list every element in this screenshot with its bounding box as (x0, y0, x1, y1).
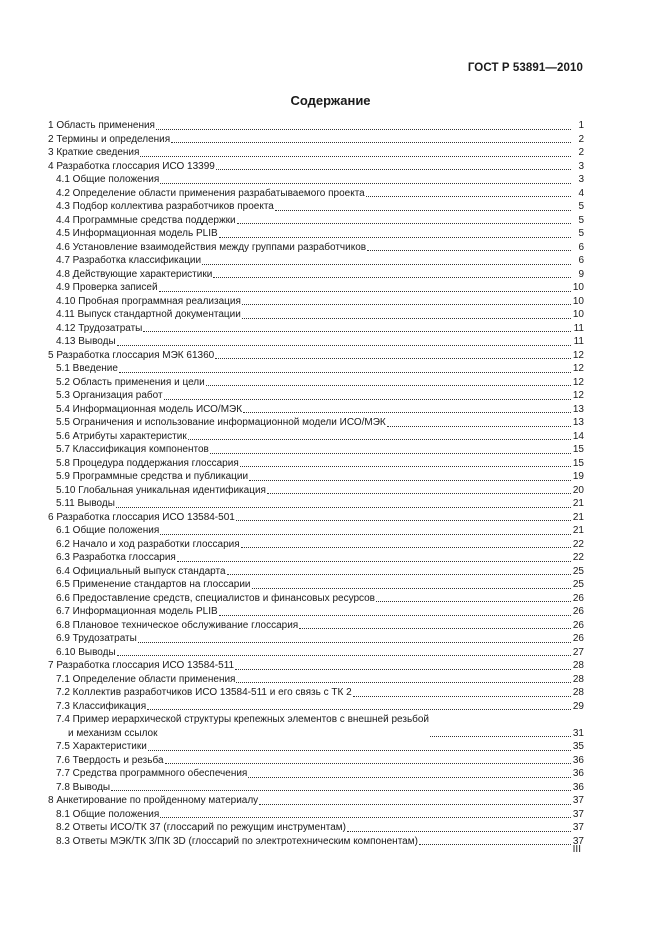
toc-entry[interactable] (48, 376, 584, 390)
toc-entry-page: 6 (578, 255, 584, 266)
toc-entry[interactable] (48, 767, 584, 781)
toc-entry-label: 6.9 Трудозатраты (56, 633, 137, 644)
toc-entry-label: 4.6 Установление взаимодействия между группами разработчиков (56, 241, 367, 253)
toc-entry[interactable] (48, 187, 584, 201)
dot-leader (143, 331, 571, 332)
toc-entry[interactable] (48, 295, 584, 309)
toc-entry[interactable] (48, 511, 584, 525)
toc-entry-label: 7.3 Классификация (56, 700, 147, 712)
toc-entry-label: 6.2 Начало и ход разработки глоссария (56, 538, 240, 550)
dot-leader (138, 642, 571, 643)
toc-entry[interactable] (48, 740, 584, 754)
toc-entry-label: 1 Область применения (48, 120, 155, 131)
toc-entry-page: 2 (578, 147, 584, 158)
toc-entry[interactable] (48, 754, 584, 768)
toc-entry-label: 4.4 Программные средства поддержки (56, 214, 236, 226)
toc-entry-label: 5.10 Глобальная уникальная идентификация (56, 484, 266, 496)
toc-entry-label: 4.11 Выпуск стандартной документации (56, 309, 241, 320)
toc-entry-page: 36 (572, 768, 584, 779)
toc-entry-label: 6.1 Общие положения (56, 525, 160, 536)
toc-entry-page: 37 (572, 835, 584, 847)
toc-entry-label: 4.8 Действующие характеристики (56, 268, 213, 280)
toc-entry[interactable] (48, 268, 584, 282)
toc-entry-label-line1: 7.4 Пример иерархической структуры крепежных элементов с внешней резьбой (56, 714, 430, 725)
toc-entry-page: 26 (572, 606, 584, 617)
toc-entry-label: 8.2 Ответы ИСО/ТК 37 (глоссарий по режущим инструментам) (56, 822, 346, 833)
toc-entry[interactable] (48, 362, 584, 376)
dot-leader (236, 682, 571, 683)
toc-entry-label: 5.3 Организация работ (56, 390, 163, 401)
toc-entry-page: 13 (572, 403, 584, 415)
toc-entry-label: 8.1 Общие положения (56, 808, 160, 820)
toc-entry-page: 3 (578, 160, 584, 172)
toc-entry[interactable] (48, 497, 584, 511)
toc-entry-page: 28 (572, 660, 584, 671)
toc-entry-page: 37 (572, 795, 584, 806)
toc-entry-page: 21 (572, 511, 584, 523)
toc-entry-page: 10 (572, 309, 584, 320)
toc-entry-label: 7.5 Характеристики (56, 741, 147, 752)
toc-entry[interactable] (48, 308, 584, 322)
toc-entry-page: 10 (572, 282, 584, 293)
dot-leader (117, 655, 571, 656)
dot-leader (213, 277, 571, 278)
toc-entry-label: 6.6 Предоставление средств, специалистов и финансовых ресурсов (56, 592, 375, 604)
dot-leader (117, 345, 571, 346)
toc-entry-label: 7.8 Выводы (56, 781, 111, 793)
toc-entry[interactable] (48, 538, 584, 552)
dot-leader (227, 574, 571, 575)
toc-entry[interactable] (48, 524, 584, 538)
dot-leader (202, 264, 571, 265)
dot-leader (299, 628, 571, 629)
toc-entry-label: 4.12 Трудозатраты (56, 322, 143, 334)
toc-entry-page: 12 (572, 390, 584, 401)
dot-leader (206, 385, 571, 386)
toc-entry-label: 6.8 Плановое техническое обслуживание глоссария (56, 619, 299, 631)
dot-leader (366, 196, 571, 197)
dot-leader (119, 372, 571, 373)
dot-leader (219, 237, 571, 238)
toc-entry-page: 29 (572, 700, 584, 712)
dot-leader (160, 183, 571, 184)
toc-entry-page: 21 (572, 498, 584, 509)
table-of-contents (48, 119, 584, 848)
dot-leader (367, 250, 571, 251)
toc-entry-label: 7.7 Средства программного обеспечения (56, 768, 248, 779)
dot-leader (259, 804, 571, 805)
toc-entry-page: 15 (572, 457, 584, 469)
toc-entry[interactable] (48, 389, 584, 403)
toc-entry[interactable] (48, 781, 584, 795)
toc-entry-label: 5.2 Область применения и цели (56, 376, 205, 388)
toc-entry-page: 9 (578, 268, 584, 280)
toc-entry-page: 28 (572, 687, 584, 698)
toc-entry[interactable] (48, 794, 584, 808)
toc-entry-label: 5.4 Информационная модель ИСО/МЭК (56, 403, 243, 415)
toc-entry-label: 2 Термины и определения (48, 133, 171, 145)
toc-entry[interactable] (48, 632, 584, 646)
toc-entry-label: 5.7 Классификация компонентов (56, 444, 209, 455)
toc-entry-page: 5 (578, 214, 584, 226)
toc-entry[interactable] (48, 551, 584, 565)
toc-entry-page: 11 (573, 322, 584, 334)
dot-leader (347, 831, 571, 832)
toc-entry-page: 36 (572, 754, 584, 766)
toc-entry-label: 7.6 Твердость и резьба (56, 754, 164, 766)
toc-entry[interactable] (48, 133, 584, 147)
toc-entry-label: 5.9 Программные средства и публикации (56, 471, 249, 482)
toc-entry-page: 22 (572, 538, 584, 550)
dot-leader (240, 466, 571, 467)
toc-entry-label: 4.3 Подбор коллектива разработчиков проекта (56, 201, 274, 212)
toc-entry[interactable] (48, 484, 584, 498)
dot-leader (242, 304, 571, 305)
dot-leader (160, 534, 571, 535)
toc-entry-label: 8.3 Ответы МЭК/ТК 3/ПК 3D (глоссарий по электротехническим компонентам) (56, 835, 418, 847)
dot-leader (216, 169, 571, 170)
dot-leader (111, 790, 571, 791)
dot-leader (430, 736, 571, 737)
toc-entry-page: 6 (578, 241, 584, 253)
toc-entry-page: 3 (578, 174, 584, 185)
toc-entry-page: 4 (578, 187, 584, 199)
toc-entry[interactable] (48, 430, 584, 444)
toc-entry-label (56, 713, 429, 740)
toc-entry-label: 4.7 Разработка классификации (56, 255, 202, 266)
dot-leader (116, 507, 571, 508)
toc-entry-page: 37 (572, 822, 584, 833)
dot-leader (164, 399, 571, 400)
toc-entry[interactable] (48, 821, 584, 835)
toc-entry-page: 15 (572, 444, 584, 455)
dot-leader (140, 156, 571, 157)
toc-entry[interactable] (48, 281, 584, 295)
dot-leader (242, 318, 571, 319)
dot-leader (159, 291, 571, 292)
toc-entry[interactable] (48, 659, 584, 673)
dot-leader (165, 763, 571, 764)
toc-entry-label: 6.5 Применение стандартов на глоссарии (56, 579, 251, 590)
toc-entry-label: 5.6 Атрибуты характеристик (56, 430, 187, 442)
toc-entry-label: 4.13 Выводы (56, 336, 116, 347)
toc-entry[interactable] (48, 592, 584, 606)
toc-entry-page: 26 (572, 592, 584, 604)
dot-leader (210, 453, 571, 454)
toc-entry[interactable] (48, 322, 584, 336)
dot-leader (387, 426, 571, 427)
toc-entry-label: 4.10 Пробная программная реализация (56, 295, 241, 307)
toc-entry[interactable] (48, 227, 584, 241)
toc-entry-page: 22 (572, 552, 584, 563)
toc-entry-label: 8 Анкетирование по пройденному материалу (48, 795, 259, 806)
toc-entry-label: 5.5 Ограничения и использование информационной модели ИСО/МЭК (56, 417, 386, 428)
toc-entry[interactable] (48, 214, 584, 228)
toc-entry-page: 12 (572, 349, 584, 361)
dot-leader (237, 223, 571, 224)
toc-entry-page: 12 (572, 376, 584, 388)
toc-entry-page: 14 (572, 430, 584, 442)
toc-entry-page: 2 (578, 133, 584, 145)
toc-entry-page: 1 (578, 120, 584, 131)
toc-entry[interactable] (48, 565, 584, 579)
dot-leader (236, 520, 571, 521)
toc-entry[interactable] (48, 470, 584, 484)
toc-entry-label: 4.1 Общие положения (56, 174, 160, 185)
dot-leader (248, 777, 571, 778)
toc-entry[interactable] (48, 443, 584, 457)
toc-entry-page: 11 (573, 336, 584, 347)
dot-leader (219, 615, 571, 616)
toc-entry-label: 6.7 Информационная модель PLIB (56, 606, 218, 617)
toc-entry-page: 35 (572, 741, 584, 752)
toc-entry-page: 27 (572, 646, 584, 658)
dot-leader (148, 750, 571, 751)
toc-entry-label: 6.4 Официальный выпуск стандарта (56, 565, 226, 577)
toc-entry-label: 4 Разработка глоссария ИСО 13399 (48, 160, 215, 172)
dot-leader (275, 210, 571, 211)
toc-entry-page: 13 (572, 417, 584, 428)
toc-entry[interactable] (48, 416, 584, 430)
toc-entry-label: 6.3 Разработка глоссария (56, 552, 176, 563)
page-title: Содержание (290, 93, 371, 108)
toc-entry-page: 37 (572, 808, 584, 820)
dot-leader (419, 844, 571, 845)
toc-entry[interactable] (48, 457, 584, 471)
toc-entry-label: 5.8 Процедура поддержания глоссария (56, 457, 239, 469)
dot-leader (376, 601, 571, 602)
toc-entry-label: 5 Разработка глоссария МЭК 61360 (48, 349, 215, 361)
dot-leader (241, 547, 571, 548)
toc-entry[interactable] (48, 835, 584, 849)
toc-entry-label: 7.2 Коллектив разработчиков ИСО 13584-511 и его связь с ТК 2 (56, 687, 352, 698)
toc-entry[interactable] (48, 160, 584, 174)
toc-entry[interactable] (48, 686, 584, 700)
dot-leader (235, 669, 571, 670)
toc-entry-page: 5 (578, 201, 584, 212)
toc-entry[interactable] (48, 254, 584, 268)
dot-leader (243, 412, 571, 413)
toc-entry[interactable] (48, 403, 584, 417)
toc-entry-page: 10 (572, 295, 584, 307)
standard-code: ГОСТ Р 53891—2010 (467, 62, 583, 74)
toc-entry[interactable] (48, 200, 584, 214)
dot-leader (215, 358, 571, 359)
toc-entry-label: 5.11 Выводы (56, 498, 115, 509)
toc-entry-page: 26 (572, 633, 584, 644)
toc-entry[interactable] (48, 173, 584, 187)
toc-entry-page: 25 (572, 579, 584, 590)
toc-entry[interactable] (48, 713, 584, 740)
toc-entry-page: 21 (572, 525, 584, 536)
toc-entry-label: 6 Разработка глоссария ИСО 13584-501 (48, 511, 235, 523)
toc-entry-page: 26 (572, 619, 584, 631)
toc-entry-page: 36 (572, 781, 584, 793)
toc-entry[interactable] (48, 335, 584, 349)
toc-entry-label: 7 Разработка глоссария ИСО 13584-511 (48, 660, 235, 671)
dot-leader (249, 480, 571, 481)
toc-entry[interactable] (48, 241, 584, 255)
dot-leader (267, 493, 571, 494)
toc-entry[interactable] (48, 605, 584, 619)
toc-entry[interactable] (48, 646, 584, 660)
toc-entry[interactable] (48, 673, 584, 687)
dot-leader (171, 142, 571, 143)
toc-entry-page: 5 (578, 228, 584, 239)
toc-entry-label: 4.2 Определение области применения разрабатываемого проекта (56, 187, 365, 199)
toc-entry[interactable] (48, 808, 584, 822)
dot-leader (252, 588, 572, 589)
toc-entry[interactable] (48, 700, 584, 714)
toc-entry-page: 19 (572, 471, 584, 482)
page-number: III (572, 844, 581, 855)
toc-entry[interactable] (48, 349, 584, 363)
toc-entry-page: 12 (572, 363, 584, 374)
dot-leader (160, 817, 571, 818)
dot-leader (156, 129, 571, 130)
dot-leader (147, 709, 571, 710)
toc-entry[interactable] (48, 619, 584, 633)
toc-entry-page: 20 (572, 484, 584, 496)
toc-entry-label-line2: и механизм ссылок (68, 727, 158, 739)
toc-entry-label: 3 Краткие сведения (48, 147, 140, 158)
toc-entry-label: 7.1 Определение области применения (56, 673, 236, 685)
toc-entry-page: 25 (572, 565, 584, 577)
toc-entry-page: 28 (572, 673, 584, 685)
toc-entry-label: 5.1 Введение (56, 363, 118, 374)
toc-entry-label: 4.5 Информационная модель PLIB (56, 228, 218, 239)
dot-leader (177, 561, 571, 562)
toc-entry-label: 4.9 Проверка записей (56, 282, 158, 293)
toc-entry[interactable] (48, 146, 584, 160)
dot-leader (353, 696, 571, 697)
toc-entry-page: 31 (572, 727, 584, 739)
dot-leader (188, 439, 571, 440)
toc-entry-label: 6.10 Выводы (56, 646, 116, 658)
toc-entry[interactable] (48, 119, 584, 133)
toc-entry[interactable] (48, 578, 584, 592)
